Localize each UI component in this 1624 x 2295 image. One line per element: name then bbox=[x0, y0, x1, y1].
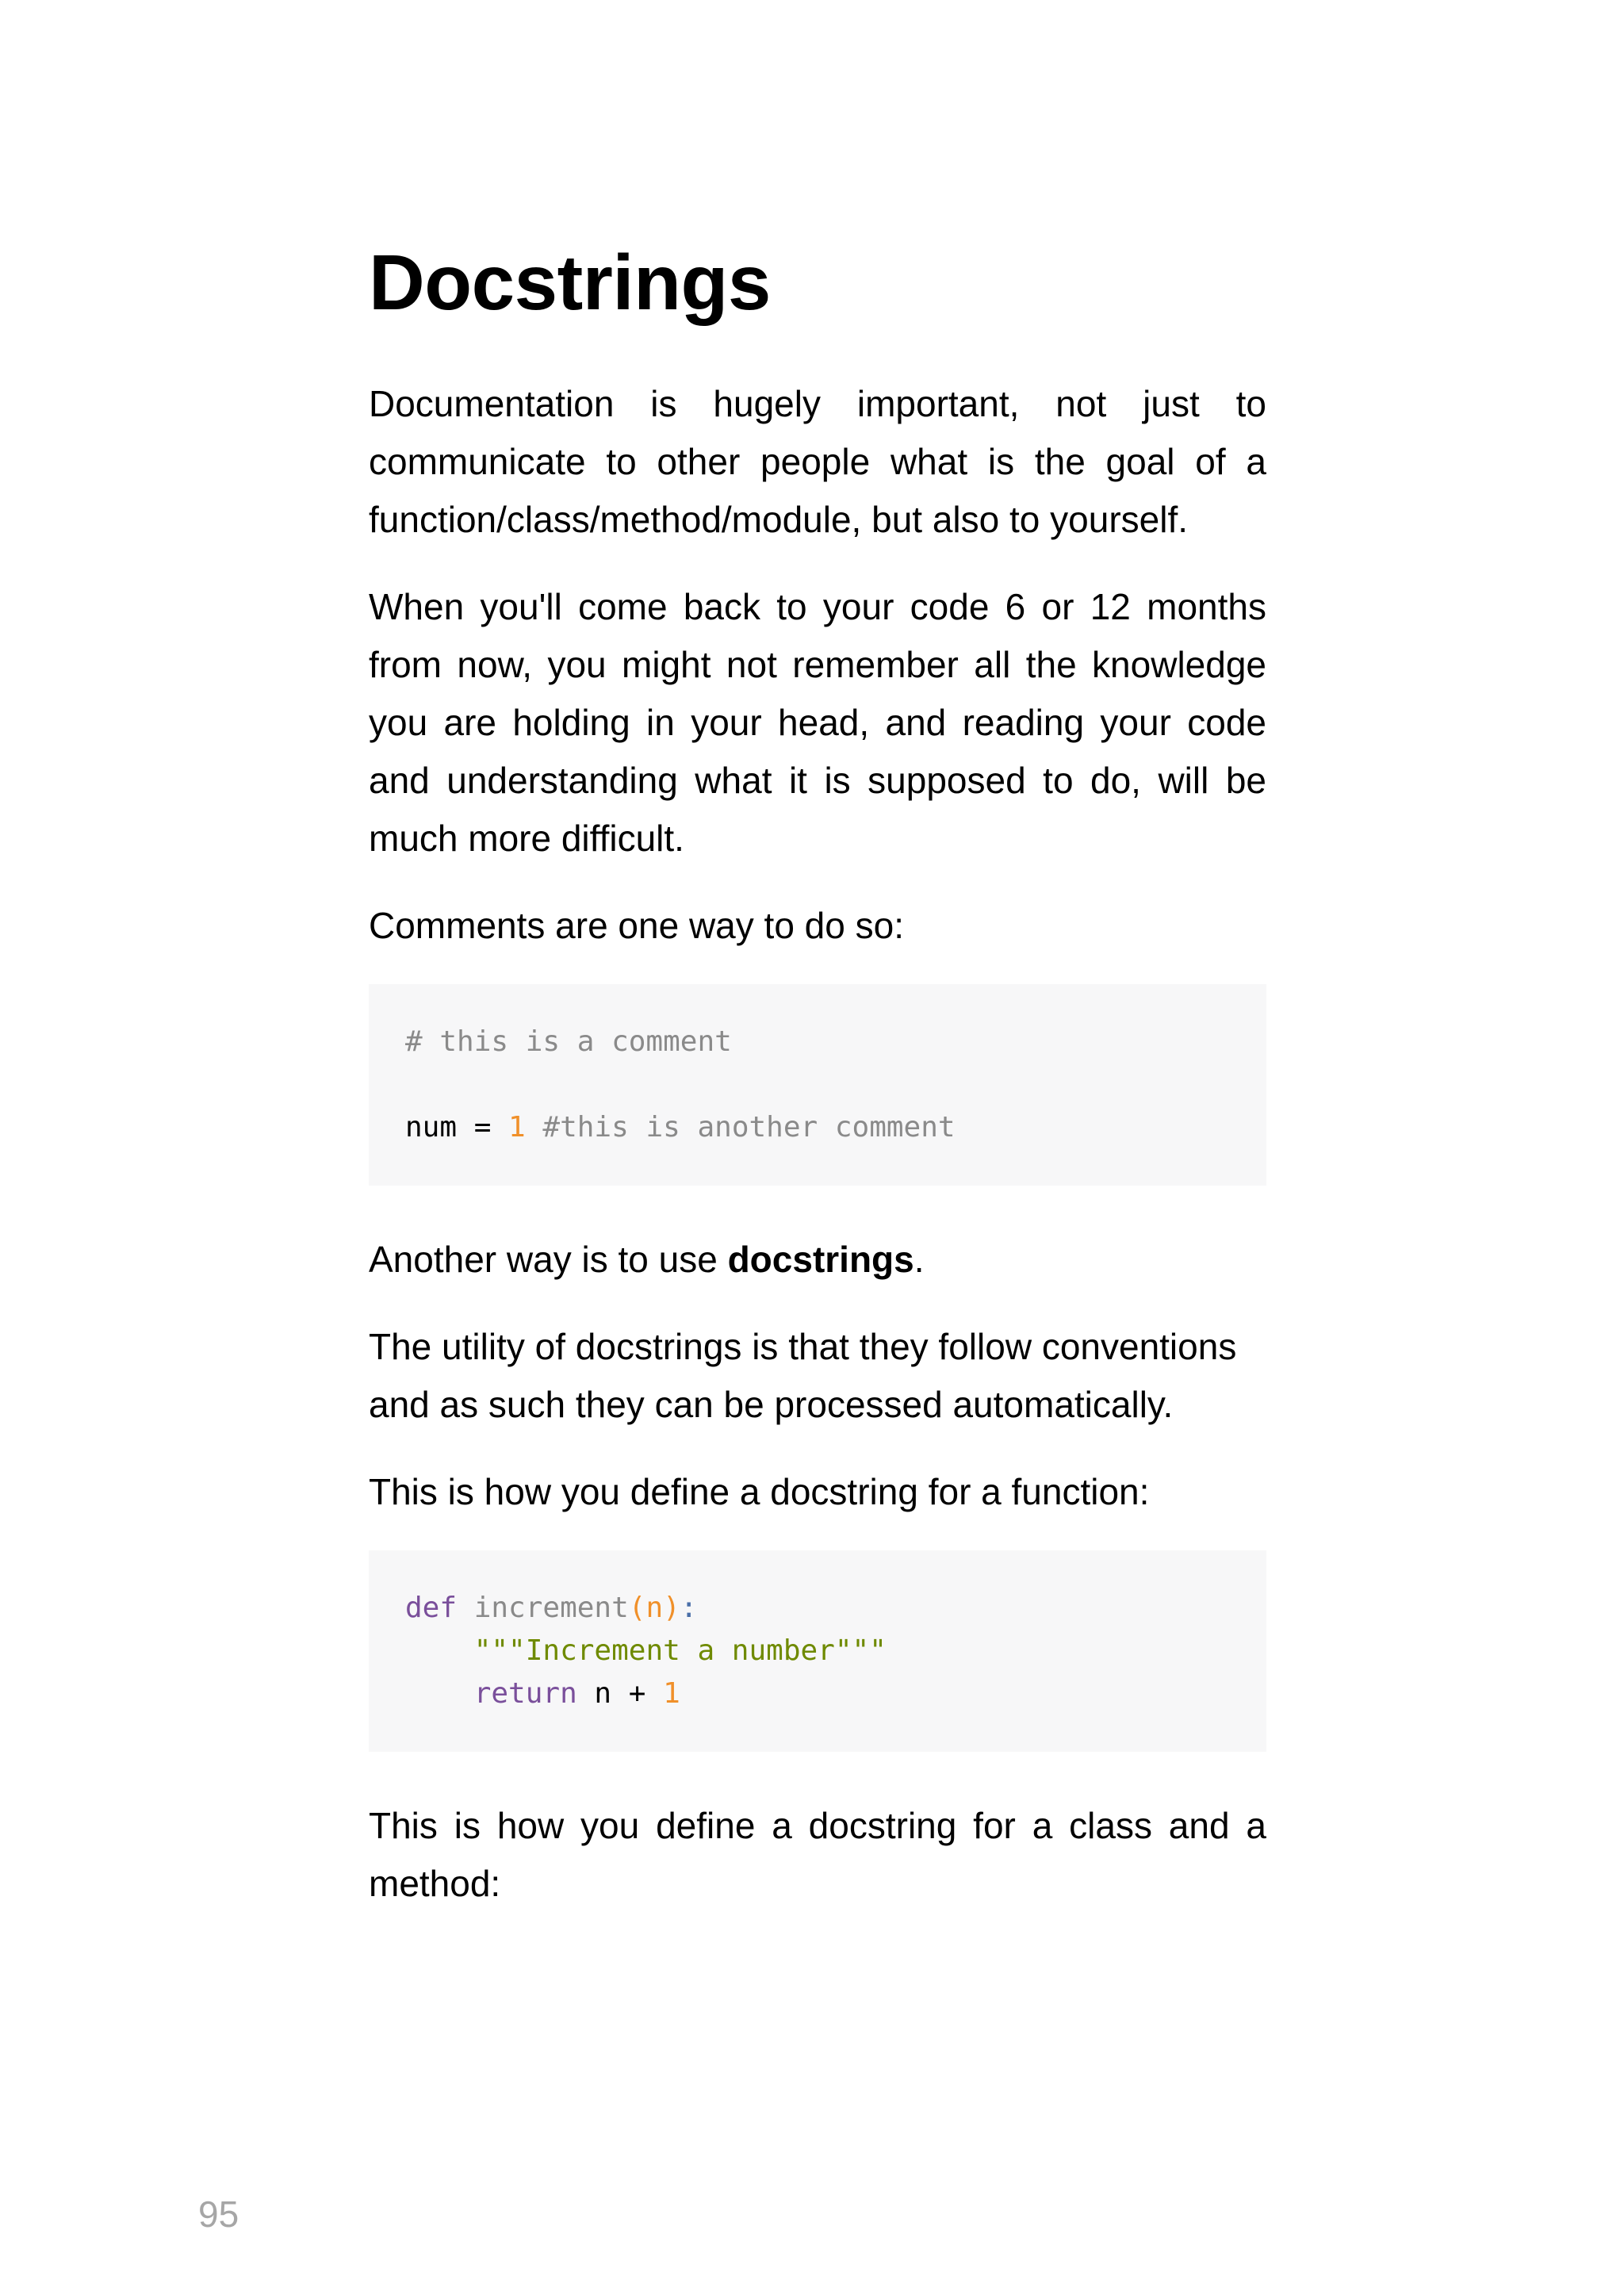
another-way-text: Another way is to use bbox=[369, 1238, 728, 1280]
paragraph-function-docstring: This is how you define a docstring for a function: bbox=[369, 1470, 1150, 1512]
paragraph-another-way bbox=[369, 1231, 1266, 1289]
code-paren-open: ( bbox=[628, 1591, 646, 1624]
code-colon: : bbox=[680, 1591, 698, 1624]
code-assignment: num = bbox=[405, 1110, 509, 1144]
code-number-one: 1 bbox=[663, 1676, 680, 1710]
code-indent bbox=[405, 1634, 474, 1667]
code-number: 1 bbox=[508, 1110, 526, 1144]
paragraph-come-back: When you'll come back to your code 6 or 12 months from now, you might not remember all the knowledge you are holding in your head, and reading your code and understanding what it is supposed to do, will be much more difficult. bbox=[369, 585, 1266, 859]
code-block-comments bbox=[369, 984, 1266, 1186]
code-indent-2 bbox=[405, 1677, 474, 1710]
code-docstring: """Increment a number""" bbox=[473, 1634, 887, 1667]
paragraph-comments: Comments are one way to do so: bbox=[369, 904, 904, 946]
code-inline-comment: #this is another comment bbox=[525, 1110, 956, 1144]
code-comment: # this is a comment bbox=[405, 1025, 732, 1058]
code-paren-close: ) bbox=[663, 1591, 680, 1624]
page-title: Docstrings bbox=[369, 239, 771, 326]
paragraph-class-docstring: This is how you define a docstring for a class and a method: bbox=[369, 1804, 1266, 1904]
code-function-name: increment bbox=[457, 1591, 629, 1624]
code-def-keyword: def bbox=[405, 1591, 458, 1624]
code-block-function bbox=[369, 1550, 1266, 1752]
code-expression: n + bbox=[576, 1676, 664, 1710]
page-content bbox=[369, 238, 1266, 1942]
another-way-period: . bbox=[914, 1238, 925, 1280]
paragraph-utility: The utility of docstrings is that they follow conventions and as such they can be processed automatically. bbox=[369, 1325, 1237, 1425]
code-param: n bbox=[645, 1591, 664, 1624]
page-number: 95 bbox=[198, 2193, 239, 2235]
docstrings-bold: docstrings bbox=[727, 1238, 914, 1280]
code-return-keyword: return bbox=[473, 1676, 577, 1710]
paragraph-documentation: Documentation is hugely important, not just to communicate to other people what is the goal of a function/class/method/module, but also to yourself. bbox=[369, 382, 1266, 540]
